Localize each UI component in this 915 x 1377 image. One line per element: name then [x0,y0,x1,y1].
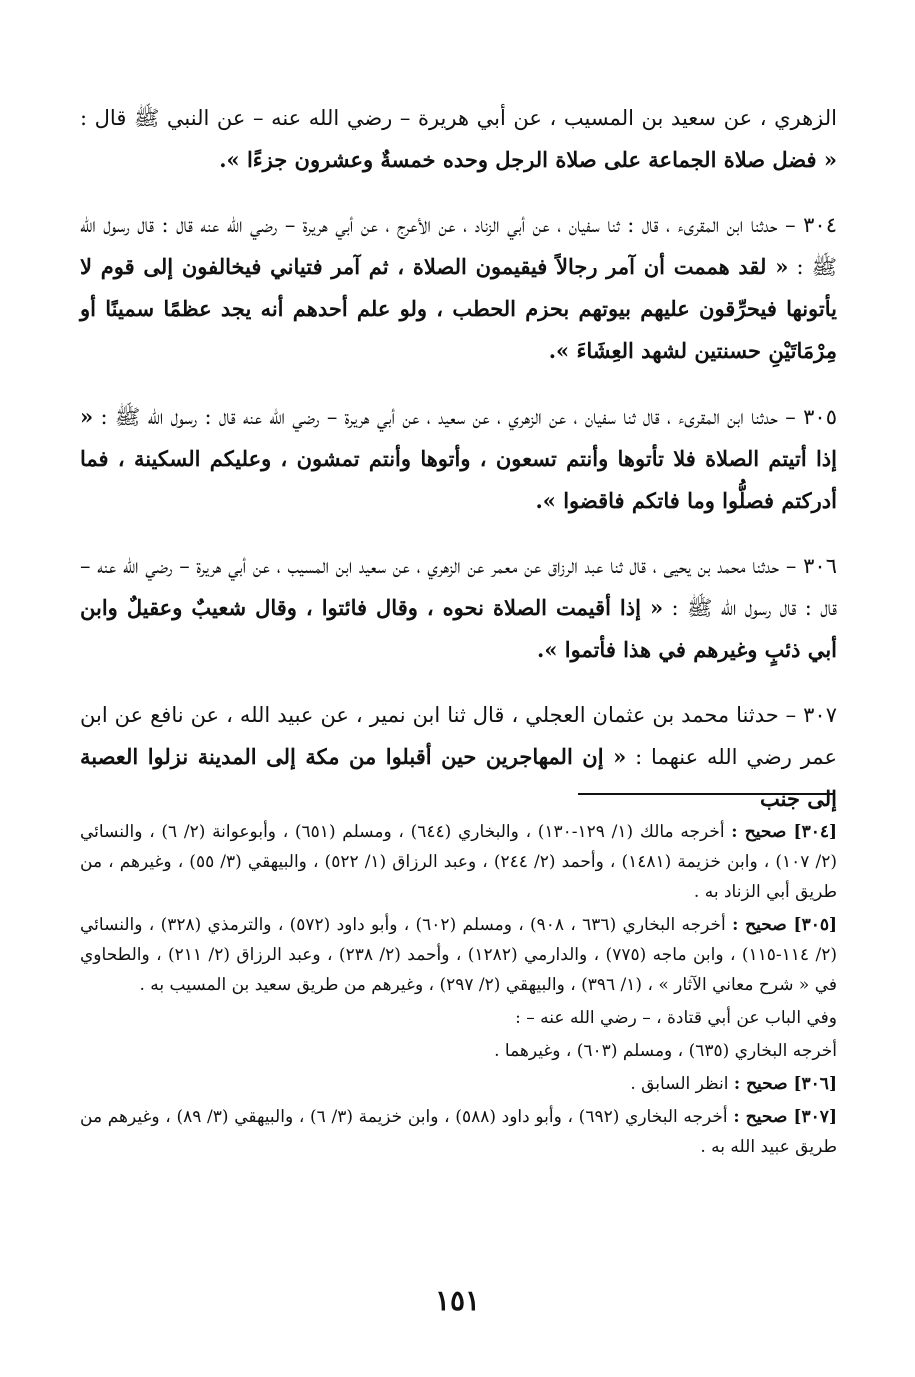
footnote-tag: [٣٠٤] صحيح : [731,822,838,842]
paragraph-304 [80,205,837,372]
footnote-text: أخرجه مالك (١/ ١٢٩-١٣٠) ، والبخاري (٦٤٤) ، ومسلم (٦٥١) ، وأبوعوانة (٢/ ٦) ، والنسائي (٢/ ١٠٧) ، وابن خزيمة (١٤٨١) ، وأحمد (٢/ ٢٤٤) ، وعبد الرزاق (١/ ٥٢٢) ، والبيهقي (٣/ ٥٥) ، وغيرهم ، من طريق أبي الزناد به . [80,822,837,902]
main-text [80,98,837,844]
footnote-separator [578,793,835,795]
footnotes [80,817,837,1165]
footnote-tag: [٣٠٥] صحيح : [732,915,838,935]
footnote-tag: [٣٠٧] صحيح : [733,1107,837,1127]
footnote-text: أخرجه البخاري (٦٩٢) ، وأبو داود (٥٨٨) ، وابن خزيمة (٣/ ٦) ، والبيهقي (٣/ ٨٩) ، وغيرهم من طريق عبيد الله به . [80,1107,837,1157]
footnote-307 [80,1102,837,1162]
paragraph-continued [80,98,837,181]
footnote-text: أخرجه البخاري (٦٣٦ ، ٩٠٨) ، ومسلم (٦٠٢) ، وأبو داود (٥٧٢) ، والترمذي (٣٢٨) ، والنسائي (٢/ ١١٤-١١٥) ، وابن ماجه (٧٧٥) ، والدارمي (١٢٨٢) ، وأحمد (٢/ ٢٣٨) ، وعبد الرزاق (٢/ ٢١١) ، والطحاوي في « شرح معاني الآثار » ، (١/ ٣٩٦) ، والبيهقي (٢/ ٢٩٧) ، وغيرهم من طريق سعيد بن المسيب به . [80,915,837,995]
hadith-text: « إذا أقيمت الصلاة نحوه ، وقال فائتوا ، وقال شعيبٌ وعقيلٌ وابن أبي ذئبٍ وغيرهم في هذا فأتموا ». [80,595,837,662]
hadith-text: « إذا أتيتم الصلاة فلا تأتوها وأنتم تسعون ، وأتوها وأنتم تمشون ، وعليكم السكينة ، فما أدركتم فصلُّوا وما فاتكم فاقضوا ». [80,404,837,513]
narration-chain: الزهري ، عن سعيد بن المسيب ، عن أبي هريرة – رضي الله عنه – عن النبي ﷺ قال : [80,106,837,130]
footnote-tag: [٣٠٦] صحيح : [733,1074,837,1094]
footnote-text: انظر السابق . [630,1074,729,1094]
narration-chain: ٣٠٤ – حدثنا ابن المقرىء ، قال : ثنا سفيان ، عن أبي الزناد ، عن الأعرج ، عن أبي هريرة – رضي الله عنه قال : قال رسول الله ﷺ : [80,213,837,279]
footnote-304 [80,817,837,907]
hadith-text: « لقد هممت أن آمر رجالاً فيقيمون الصلاة ، ثم آمر فتياني فيخالفون إلى قوم لا يأتونها فيحرِّقون عليهم بيوتهم بحزم الحطب ، ولو علم أحدهم أنه يجد عظمًا سمينًا أو مِرْمَاتَيْنِ حسنتين لشهد العِشَاءَ ». [80,254,837,363]
footnote-text: أخرجه البخاري (٦٣٥) ، ومسلم (٦٠٣) ، وغيرهما . [494,1041,837,1061]
paragraph-305 [80,396,837,522]
narration-chain: ٣٠٦ – حدثنا محمد بن يحيى ، قال ثنا عبد الرزاق عن معمر عن الزهري ، عن سعيد ابن المسيب ، عن أبي هريرة – رضي الله عنه – قال : قال رسول الله ﷺ : [80,554,837,620]
page-number: ١٥١ [434,1284,481,1317]
footnote-305-chapter [80,1003,837,1033]
footnote-305-sources [80,1036,837,1066]
footnote-text: وفي الباب عن أبي قتادة ، – رضي الله عنه – : [515,1008,837,1028]
narration-chain: ٣٠٥ – حدثنا ابن المقرىء ، قال ثنا سفيان ، عن الزهري ، عن سعيد ، عن أبي هريرة – رضي الله عنه قال : رسول الله ﷺ : [100,405,837,429]
narration-chain: ٣٠٧ – حدثنا محمد بن عثمان العجلي ، قال ثنا ابن نمير ، عن عبيد الله ، عن نافع عن ابن عمر رضي الله عنهما : [80,703,837,769]
footnote-306 [80,1069,837,1099]
hadith-text: « فضل صلاة الجماعة على صلاة الرجل وحده خمسةٌ وعشرون جزءًا ». [219,147,837,172]
footnote-305 [80,910,837,1000]
paragraph-306 [80,546,837,671]
hadith-text: « إن المهاجرين حين أقبلوا من مكة إلى المدينة نزلوا العصبة إلى جنب [80,744,837,811]
paragraph-307 [80,695,837,820]
